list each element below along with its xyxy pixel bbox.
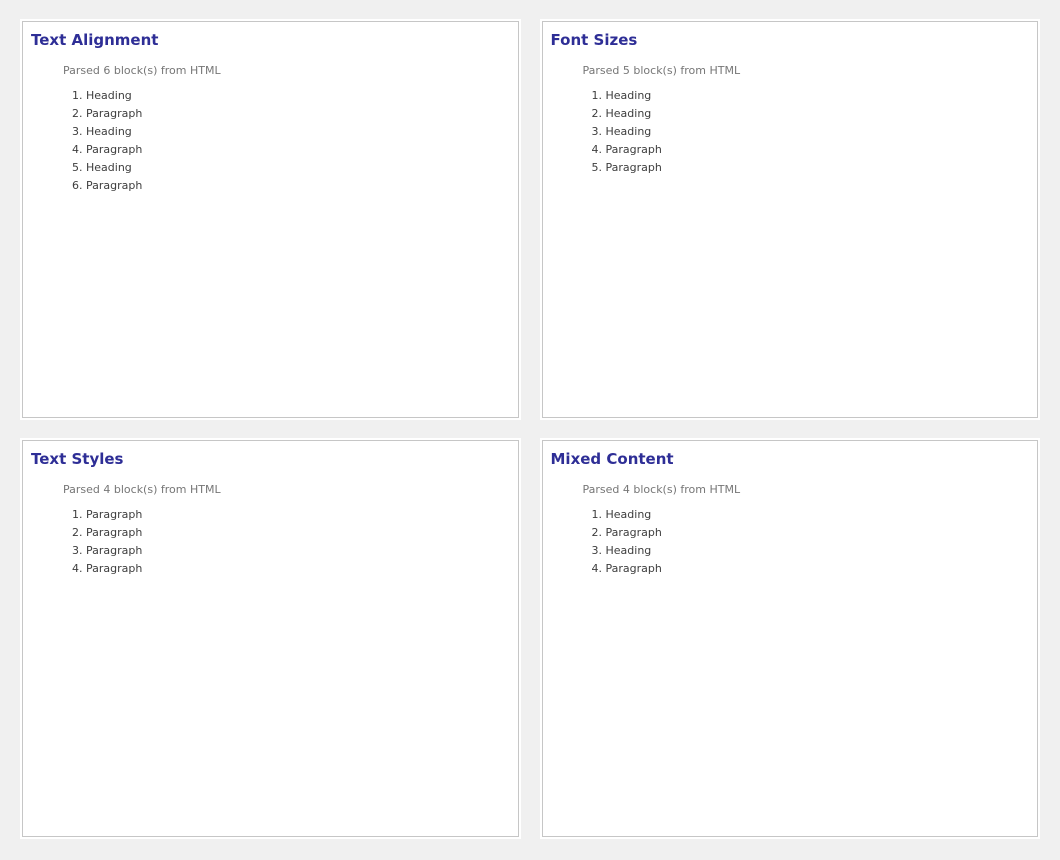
block-list <box>23 87 518 195</box>
parsed-summary: Parsed 6 block(s) from HTML <box>63 64 221 77</box>
block-list <box>543 506 1038 578</box>
list-item: 5. Heading <box>86 159 518 177</box>
list-item: 2. Paragraph <box>606 524 1038 542</box>
list-item: 5. Paragraph <box>606 159 1038 177</box>
parsed-summary: Parsed 4 block(s) from HTML <box>582 483 741 496</box>
list-item: 1. Heading <box>606 506 1038 524</box>
block-list <box>23 506 518 578</box>
list-item: 1. Heading <box>606 87 1038 105</box>
list-item: 2. Heading <box>606 105 1038 123</box>
list-item: 4. Paragraph <box>606 141 1038 159</box>
list-item: 2. Paragraph <box>86 524 518 542</box>
card-font-sizes <box>542 21 1039 418</box>
list-item: 2. Paragraph <box>86 105 518 123</box>
card-text-styles <box>22 440 519 837</box>
parsed-summary: Parsed 5 block(s) from HTML <box>582 64 741 77</box>
list-item: 1. Paragraph <box>86 506 518 524</box>
list-item: 3. Heading <box>86 123 518 141</box>
list-item: 4. Paragraph <box>606 560 1038 578</box>
card-title: Mixed Content <box>550 450 674 468</box>
list-item: 4. Paragraph <box>86 141 518 159</box>
card-title: Font Sizes <box>550 31 638 49</box>
list-item: 6. Paragraph <box>86 177 518 195</box>
list-item: 1. Heading <box>86 87 518 105</box>
list-item: 4. Paragraph <box>86 560 518 578</box>
card-title: Text Styles <box>31 450 124 468</box>
parsed-summary: Parsed 4 block(s) from HTML <box>63 483 221 496</box>
card-mixed-content <box>542 440 1039 837</box>
card-title: Text Alignment <box>31 31 159 49</box>
card-text-alignment <box>22 21 519 418</box>
list-item: 3. Heading <box>606 542 1038 560</box>
block-list <box>543 87 1038 177</box>
list-item: 3. Heading <box>606 123 1038 141</box>
list-item: 3. Paragraph <box>86 542 518 560</box>
